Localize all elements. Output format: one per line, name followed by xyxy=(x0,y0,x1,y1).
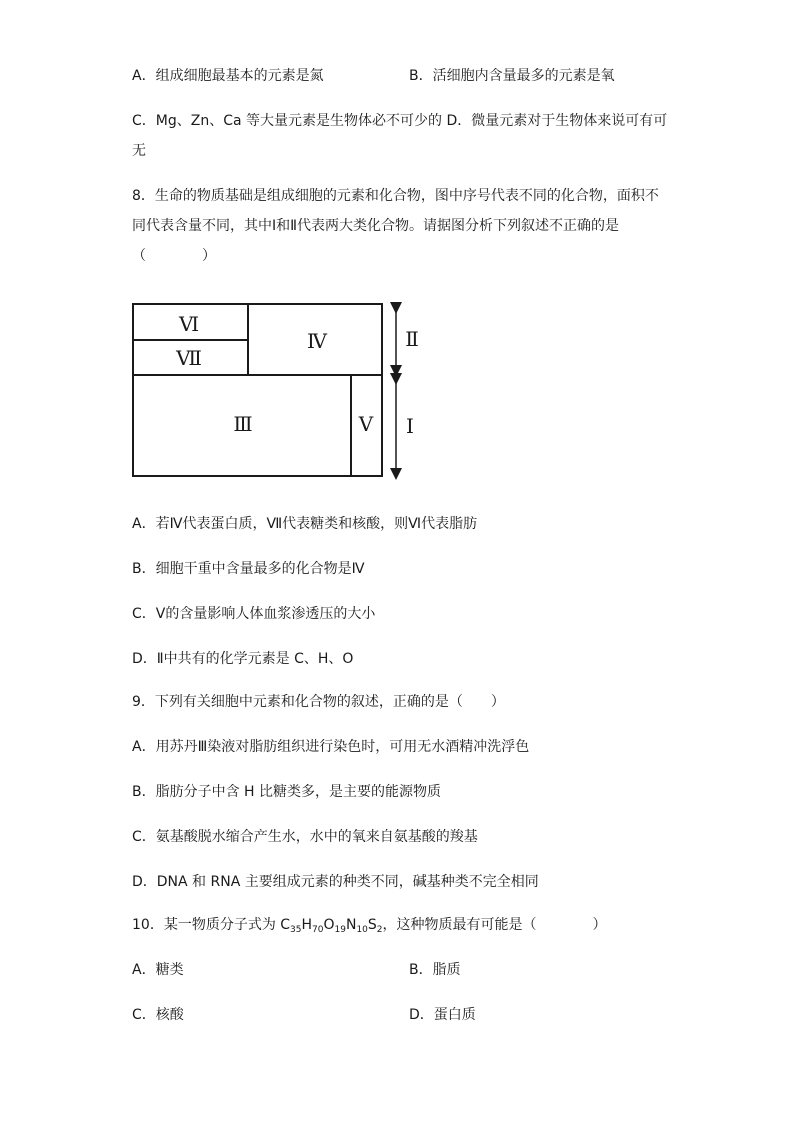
q10-stem-suffix: ，这种物质最有可能是（ ） xyxy=(382,917,607,933)
q10-option-b: B．脂质 xyxy=(409,962,461,978)
q8-stem-line2: 同代表含量不同，其中Ⅰ和Ⅱ代表两大类化合物。请据图分析下列叙述不正确的是 xyxy=(132,218,620,234)
label-vi: Ⅵ xyxy=(178,312,200,336)
q10-stem-prefix: 10．某一物质分子式为 C xyxy=(132,917,291,933)
label-iii: Ⅲ xyxy=(233,412,253,436)
q9-option-d: D．DNA 和 RNA 主要组成元素的种类不同，碱基种类不完全相同 xyxy=(132,874,539,890)
formula-sub-h: 70 xyxy=(312,925,324,935)
diagram-outer-box xyxy=(133,304,382,476)
formula-o: O xyxy=(323,917,335,933)
q10-stem xyxy=(132,915,607,940)
formula-s: S xyxy=(367,917,377,933)
q10-option-d: D．蛋白质 xyxy=(409,1007,476,1023)
q7-option-b: B．活细胞内含量最多的元素是氧 xyxy=(409,68,615,84)
q9-option-b: B．脂肪分子中含 H 比糖类多，是主要的能源物质 xyxy=(132,784,442,800)
label-ii: Ⅱ xyxy=(405,327,419,351)
formula-sub-o: 19 xyxy=(334,925,346,935)
q8-stem-line3: （ ） xyxy=(132,248,216,264)
formula-sub-c: 35 xyxy=(290,925,302,935)
label-i: Ⅰ xyxy=(406,414,414,438)
q8-stem-line1: 8．生命的物质基础是组成细胞的元素和化合物，图中序号代表不同的化合物，面积不 xyxy=(132,188,659,204)
q8-option-c: C．Ⅴ的含量影响人体血浆渗透压的大小 xyxy=(132,606,376,622)
q10-option-c: C．核酸 xyxy=(132,1007,184,1023)
q8-option-b: B．细胞干重中含量最多的化合物是Ⅳ xyxy=(132,561,365,577)
compound-diagram xyxy=(125,296,435,486)
label-v: Ⅴ xyxy=(358,412,374,436)
q9-option-c: C．氨基酸脱水缩合产生水，水中的氧来自氨基酸的羧基 xyxy=(132,829,478,845)
label-vii: Ⅶ xyxy=(176,346,202,370)
q7-option-c-line1: C．Mg、Zn、Ca 等大量元素是生物体必不可少的 D．微量元素对于生物体来说可有可 xyxy=(132,113,668,129)
formula-sub-n: 10 xyxy=(356,925,368,935)
q8-option-d: D．Ⅱ中共有的化学元素是 C、H、O xyxy=(132,651,354,667)
q7-option-a: A．组成细胞最基本的元素是氮 xyxy=(132,68,324,84)
q7-option-c-line2: 无 xyxy=(132,143,146,159)
q9-stem: 9．下列有关细胞中元素和化合物的叙述，正确的是（ ） xyxy=(132,694,505,710)
q10-option-a: A．糖类 xyxy=(132,962,184,978)
label-iv: Ⅳ xyxy=(307,329,327,353)
formula-h: H xyxy=(301,917,313,933)
formula-n: N xyxy=(345,917,357,933)
formula-sub-s: 2 xyxy=(376,925,383,935)
q9-option-a: A．用苏丹Ⅲ染液对脂肪组织进行染色时，可用无水酒精冲洗浮色 xyxy=(132,739,530,755)
q8-option-a: A．若Ⅳ代表蛋白质，Ⅶ代表糖类和核酸，则Ⅵ代表脂肪 xyxy=(132,516,478,532)
